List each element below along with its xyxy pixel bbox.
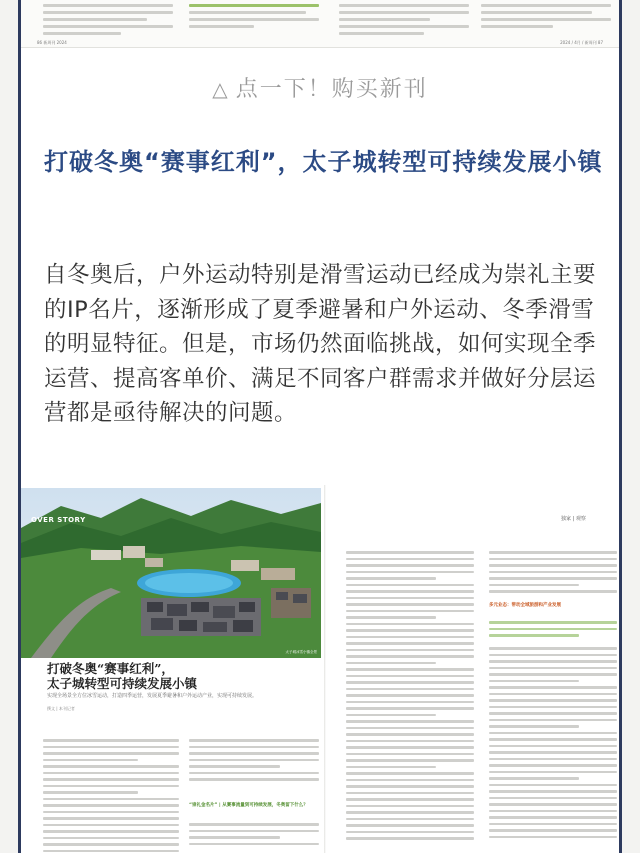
article-lead: 自冬奥后，户外运动特别是滑雪运动已经成为崇礼主要的IP名片，逐渐形成了夏季避暑和户外运动、冬季滑雪的明显特征。但是，市场仍然面临挑战，如何实现全季运营、提高客单价、满足不同客户群需求并做好分层运营都是亟待解决的问题。	[44, 262, 597, 426]
section-tag: 独家 | 观察	[561, 516, 586, 522]
article-title: 打破冬奥“赛事红利”，太子城转型可持续发展小镇	[44, 148, 603, 176]
text-column	[189, 819, 319, 853]
buy-link-label: 点一下！购买新刊	[235, 77, 428, 102]
text-column	[189, 0, 319, 40]
spread-headline-line: 太子城转型可持续发展小镇	[47, 676, 198, 691]
buy-new-issue-link[interactable]	[0, 72, 640, 103]
spread-subtitle: 实现全场景全方位冰雪运动，打造四季运营，发展夏季避暑和户外运动产业，实现可持续发展。	[47, 693, 258, 699]
photo-series-label: OVER STORY	[31, 516, 86, 524]
resort-landscape-illustration	[21, 488, 321, 658]
text-column	[489, 547, 617, 597]
text-column	[43, 0, 173, 40]
text-column	[489, 617, 617, 853]
spread-headline-line: 打破冬奥“赛事红利”，	[47, 661, 174, 676]
resort-aerial-photo	[21, 488, 321, 658]
spread-headline	[47, 661, 317, 691]
page-folio-right: 2024 / 4月 / 新周刊 87	[560, 40, 603, 45]
pull-quote: “崇礼金名片” | 从赛事流量到可持续发展，冬奥留下什么？	[189, 803, 308, 808]
magazine-spread-image[interactable]	[21, 485, 619, 853]
text-column	[339, 0, 469, 40]
section-subhead: 多元业态：带动全域旅游和产业发展	[489, 603, 561, 608]
text-column	[346, 547, 474, 853]
text-column	[189, 735, 319, 795]
spread-spine	[324, 485, 326, 853]
previous-spread-strip	[21, 0, 619, 48]
text-column	[43, 735, 179, 853]
page-folio-left: 86 新周刊 2024	[37, 40, 67, 45]
text-column	[481, 0, 611, 40]
triangle-warning-icon: △	[212, 77, 230, 101]
spread-author: 撰文 | 本刊记者	[47, 706, 75, 711]
photo-caption: 太子城冰雪小镇全景	[285, 650, 317, 654]
